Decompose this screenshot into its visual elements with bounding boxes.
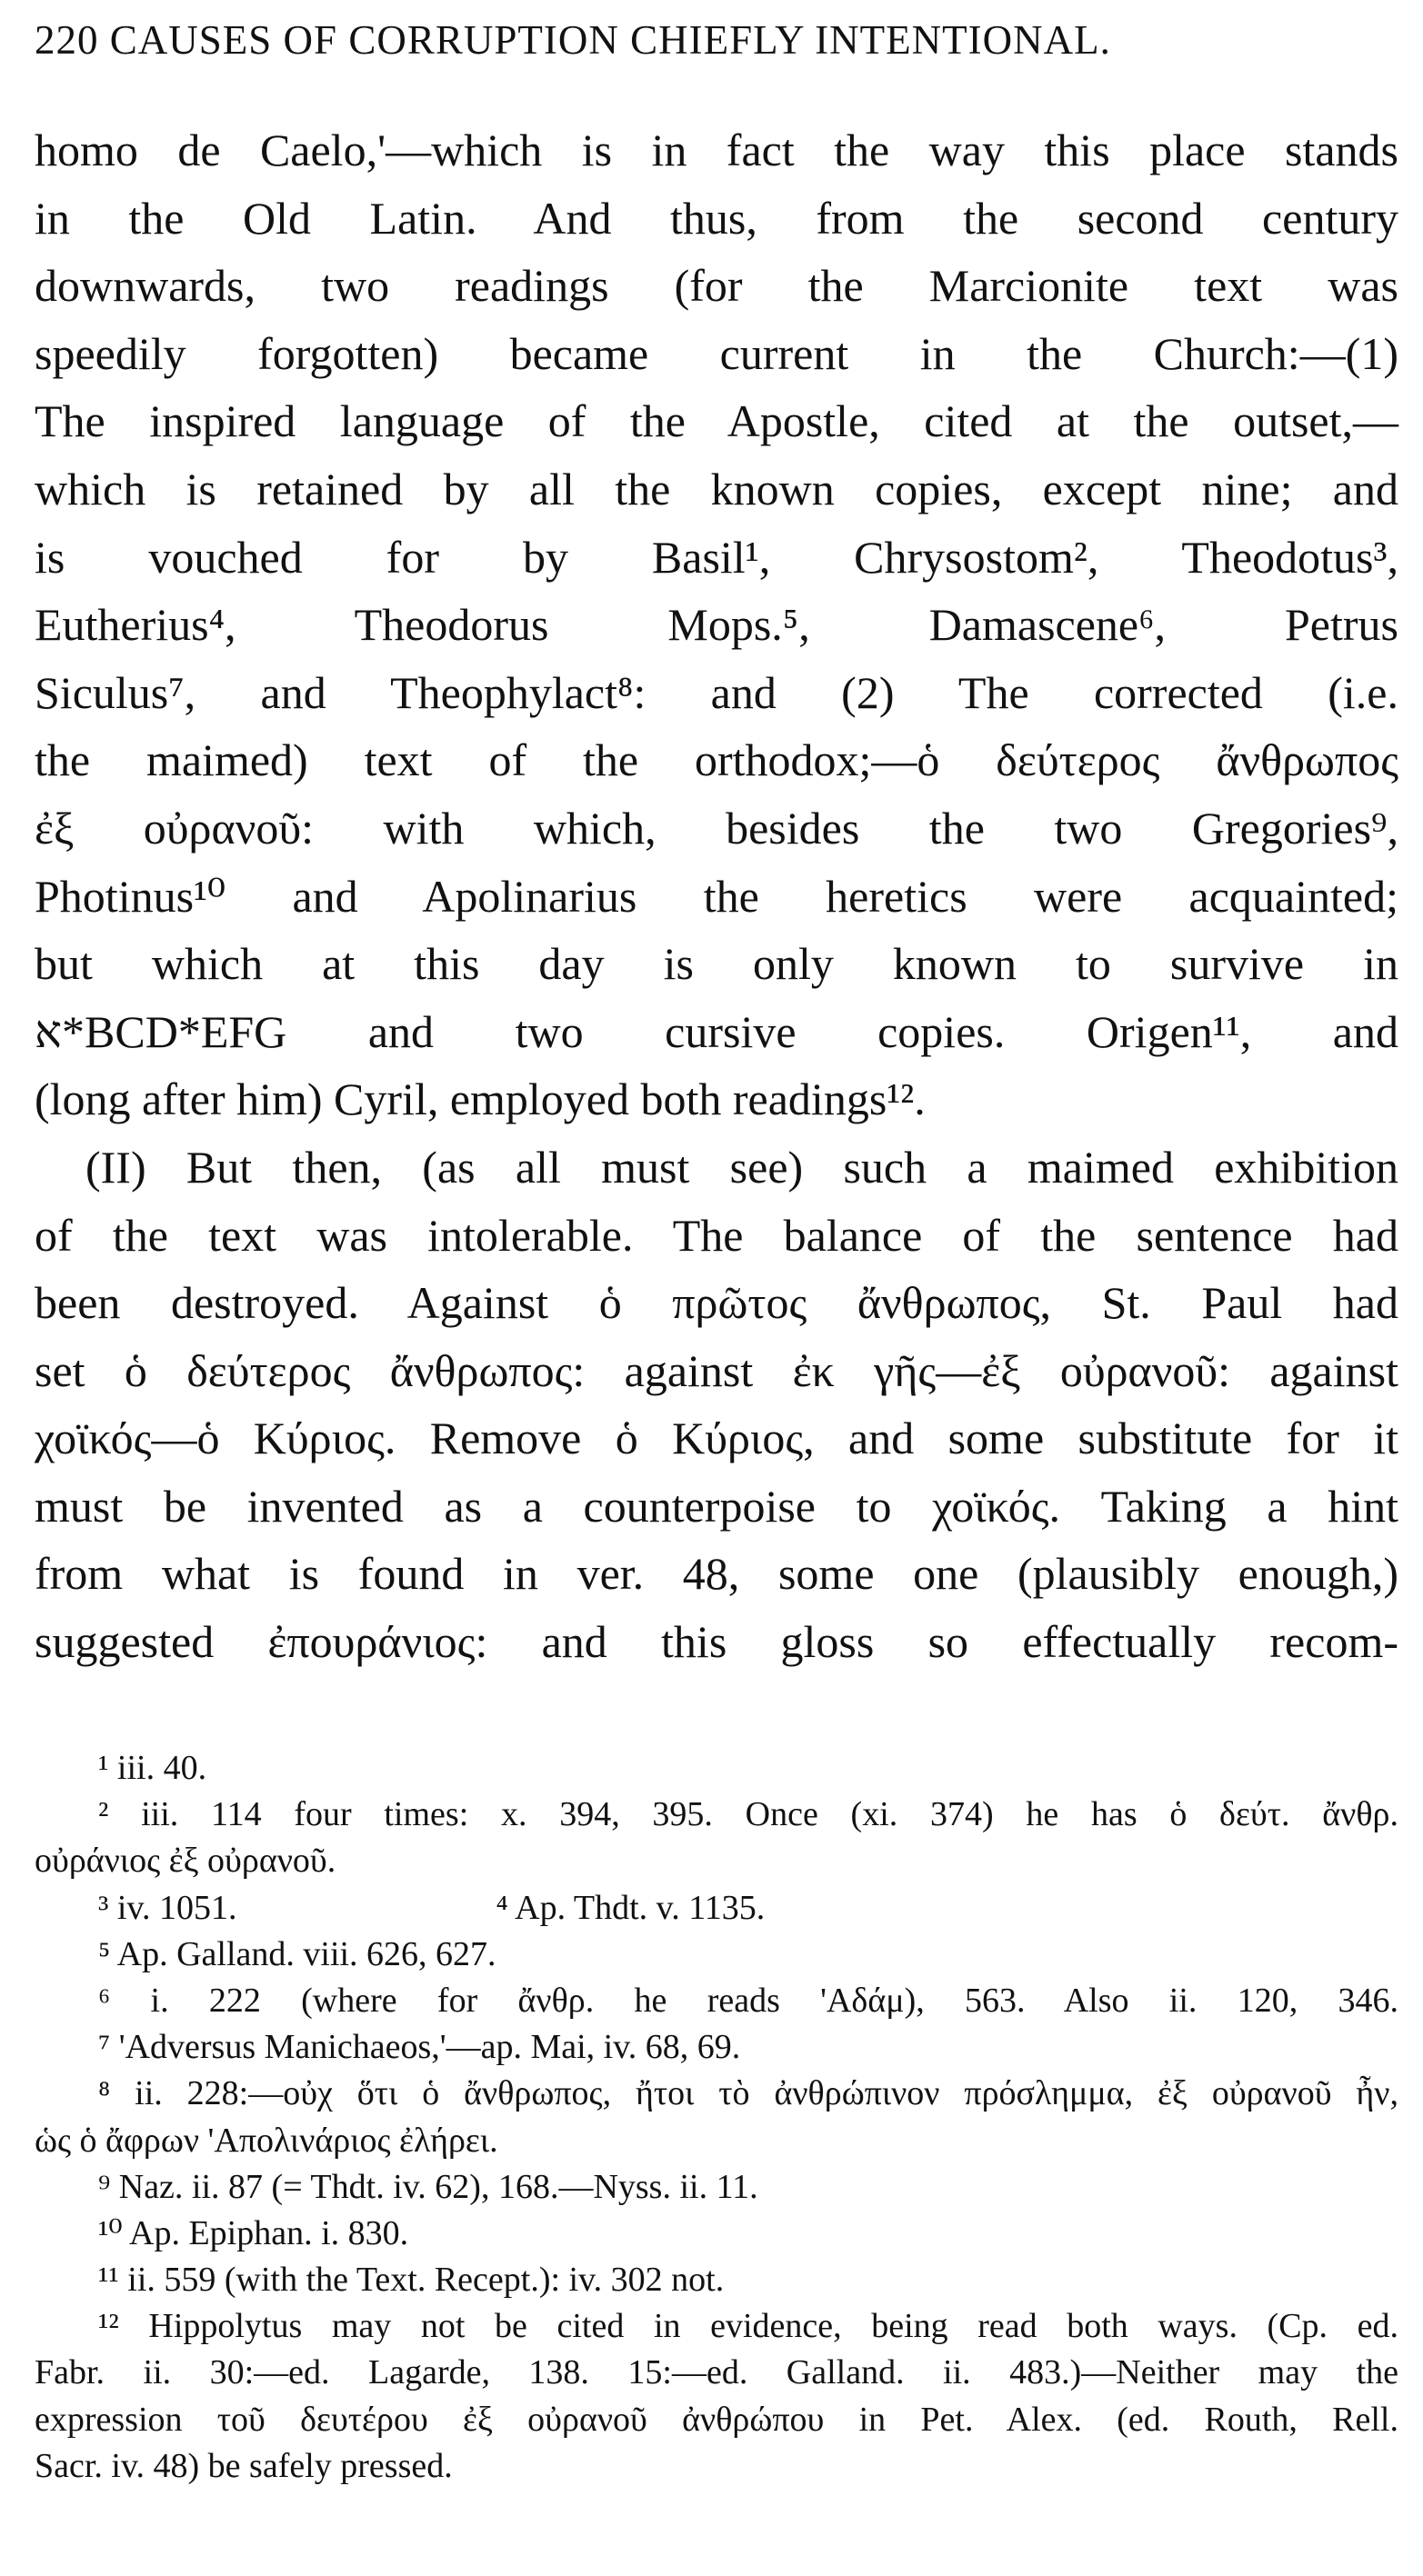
text-line: ἐξ οὐρανοῦ: with which, besides the two Gregories⁹, [35,802,1398,854]
footnote-line: οὐράνιος ἐξ οὐρανοῦ. [35,1842,336,1881]
text-line: The inspired language of the Apostle, cited at the outset,— [35,395,1398,447]
text-line: been destroyed. Against ὁ πρῶτος ἄνθρωπος, St. Paul had [35,1277,1398,1329]
running-header: 220 CAUSES OF CORRUPTION CHIEFLY INTENTIONAL. [35,17,1111,63]
footnote-line: ⁸ ii. 228:—οὐχ ὅτι ὁ ἄνθρωπος, ἤτοι τὸ ἀνθρώπινον πρόσλημμα, ἐξ οὐρανοῦ ἦν, [98,2074,1398,2113]
footnote-line: ὡς ὁ ἄφρων 'Απολινάριος ἐλήρει. [35,2121,498,2160]
footnotes [35,1745,1398,2490]
text-line: set ὁ δεύτερος ἄνθρωπος: against ἐκ γῆς—ἐξ οὐρανοῦ: against [35,1344,1398,1396]
text-line: is vouched for by Basil¹, Chrysostom², Theodotus³, [35,531,1398,583]
text-line: homo de Caelo,'—which is in fact the way this place stands [35,125,1398,175]
text-line: downwards, two readings (for the Marcionite text was [35,260,1398,312]
text-line: Photinus¹⁰ and Apolinarius the heretics were acquainted; [35,870,1398,922]
text-line: must be invented as a counterpoise to χοϊκός. Taking a hint [35,1480,1398,1532]
footnote-line: ¹⁰ Ap. Epiphan. i. 830. [98,2213,409,2252]
text-line: (II) But then, (as all must see) such a maimed exhibition [85,1141,1398,1193]
footnote-line: ¹¹ ii. 559 (with the Text. Recept.): iv. 302 not. [98,2261,725,2300]
footnote-line: ⁷ 'Adversus Manichaeos,'—ap. Mai, iv. 68, 69. [98,2028,741,2067]
text-line: Eutherius⁴, Theodorus Mops.⁵, Damascene⁶, Petrus [35,599,1398,651]
footnote-line: ⁹ Naz. ii. 87 (= Thdt. iv. 62), 168.—Nyss. ii. 11. [98,2167,758,2206]
footnote-line: ⁵ Ap. Galland. viii. 626, 627. [98,1934,496,1973]
text-line: of the text was intolerable. The balance of the sentence had [35,1209,1398,1261]
text-line: but which at this day is only known to survive in [35,938,1398,990]
footnote-line: ⁶ i. 222 (where for ἄνθρ. he reads 'Αδάμ), 563. Also ii. 120, 346. [98,1981,1398,2020]
footnote-line: expression τοῦ δευτέρου ἐξ οὐρανοῦ ἀνθρώπου in Pet. Alex. (ed. Routh, Rell. [35,2400,1398,2439]
text-line: χοϊκός—ὁ Κύριος. Remove ὁ Κύριος, and some substitute for it [35,1413,1398,1464]
text-line: in the Old Latin. And thus, from the second century [35,192,1398,244]
footnote-line: Sacr. iv. 48) be safely pressed. [35,2446,453,2485]
footnote-line: ² iii. 114 four times: x. 394, 395. Once (xi. 374) he has ὁ δεύτ. ἄνθρ. [98,1795,1398,1834]
text-line: (long after him) Cyril, employed both readings¹². [35,1073,926,1125]
footnote-line: ³ iv. 1051. ⁴ Ap. Thdt. v. 1135. [98,1888,766,1927]
text-line: Siculus⁷, and Theophylact⁸: and (2) The corrected (i.e. [35,666,1398,718]
text-line: the maimed) text of the orthodox;—ὁ δεύτερος ἄνθρωπος [35,734,1398,786]
main-text [35,116,1398,1676]
footnote-line: Fabr. ii. 30:—ed. Lagarde, 138. 15:—ed. Galland. ii. 483.)—Neither may the [35,2353,1398,2392]
text-line: suggested ἐπουράνιος: and this gloss so effectually recom- [35,1616,1398,1668]
text-line: א*BCD*EFG and two cursive copies. Origen¹¹, and [35,1005,1398,1057]
text-line: from what is found in ver. 48, some one (plausibly enough,) [35,1548,1398,1600]
footnote-line: ¹ iii. 40. [98,1749,207,1787]
footnote-line: ¹² Hippolytus may not be cited in evidence, being read both ways. (Cp. ed. [98,2307,1398,2346]
text-line: which is retained by all the known copies, except nine; and [35,463,1398,514]
text-line: speedily forgotten) became current in the Church:—(1) [35,327,1398,379]
